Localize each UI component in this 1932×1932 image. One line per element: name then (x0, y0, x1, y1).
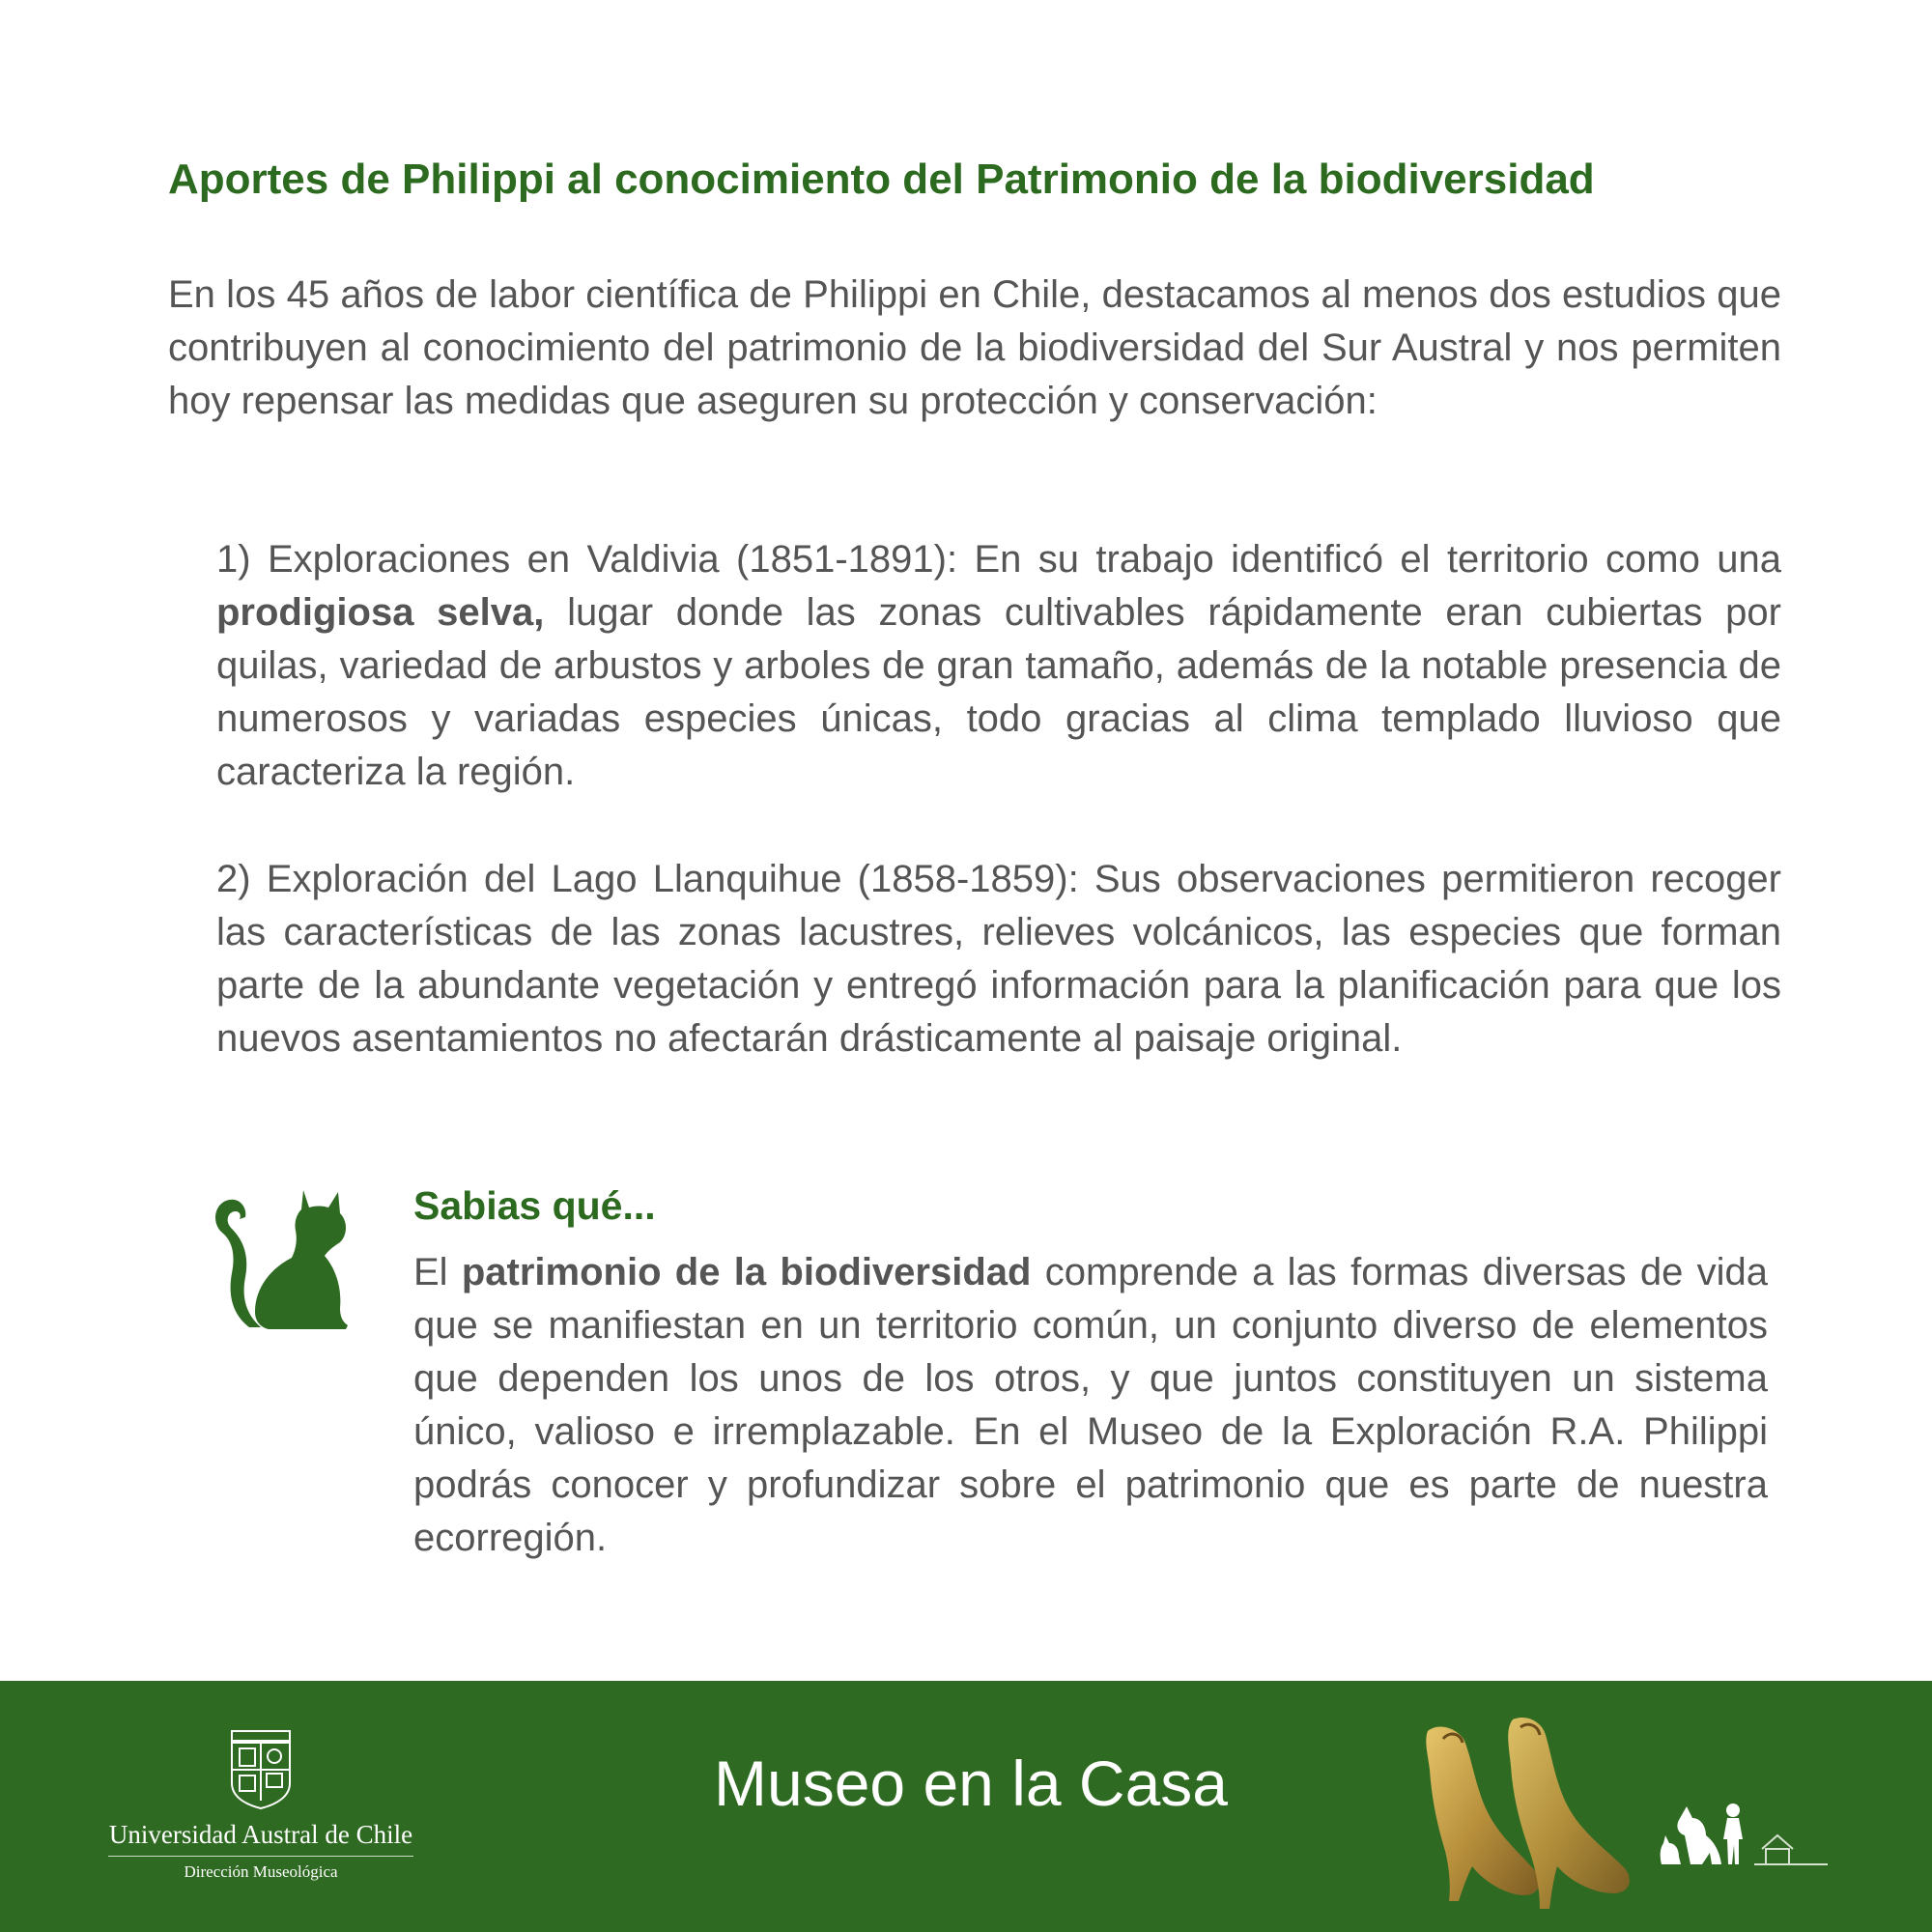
logo-divider (108, 1856, 413, 1857)
fact-text-end: comprende a las formas diversas de vida que se manifiestan en un territorio común, un conjunto diverso de elementos que dependen los unos de los otros, y que juntos constituyen un sistema único, valioso e irremplazable. En el Museo de la Exploración R.A. Philippi podrás conocer y profundizar sobre el patrimonio que es parte de nuestra ecorregión. (413, 1251, 1768, 1559)
fact-paragraph (413, 1246, 1768, 1565)
footer-bar (0, 1681, 1932, 1932)
list-item-llanquihue: 2) Exploración del Lago Llanquihue (1858-1859): Sus observaciones permitieron recoger las características de las zonas lacustres, relieves volcánicos, las especies que forman parte de la abundante vegetación y entregó información para la planificación para que los nuevos asentamientos no afectarán drásticamente al paisaje original. (216, 858, 1781, 1060)
item-1-text-end: lugar donde las zonas cultivables rápidamente eran cubiertas por quilas, variedad de arbustos y arboles de gran tamaño, además de la notable presencia de numerosos y variadas especies únicas, todo gracias al clima templado lluvioso que caracteriza la región. (216, 591, 1781, 793)
fact-bold-phrase: patrimonio de la biodiversidad (461, 1251, 1032, 1293)
intro-paragraph: En los 45 años de labor científica de Philippi en Chile, destacamos al menos dos estudios que contribuyen al conocimiento del patrimonio de la biodiversidad del Sur Austral y nos permiten hoy repensar las medidas que aseguren su protección y conservación: (168, 273, 1781, 422)
university-logo (106, 1729, 415, 1903)
golden-shoes-image (1420, 1712, 1642, 1924)
cat-silhouette-icon (211, 1186, 355, 1333)
item-1-bold-phrase: prodigiosa selva, (216, 591, 545, 634)
university-crest-icon (226, 1729, 296, 1810)
child-dog-cat-house-icon (1658, 1797, 1832, 1884)
fact-title: Sabias qué... (413, 1183, 656, 1228)
footer-title: Museo en la Casa (714, 1747, 1228, 1819)
fact-text-start: El (413, 1251, 462, 1293)
item-1-text-start: 1) Exploraciones en Valdivia (1851-1891): En su trabajo identificó el territorio como una (216, 538, 1781, 581)
university-name: Universidad Austral de Chile (108, 1820, 413, 1849)
university-department: Dirección Museológica (184, 1862, 338, 1881)
page-title: Aportes de Philippi al conocimiento del Patrimonio de la biodiversidad (168, 156, 1595, 203)
list-item-valdivia (216, 533, 1781, 799)
